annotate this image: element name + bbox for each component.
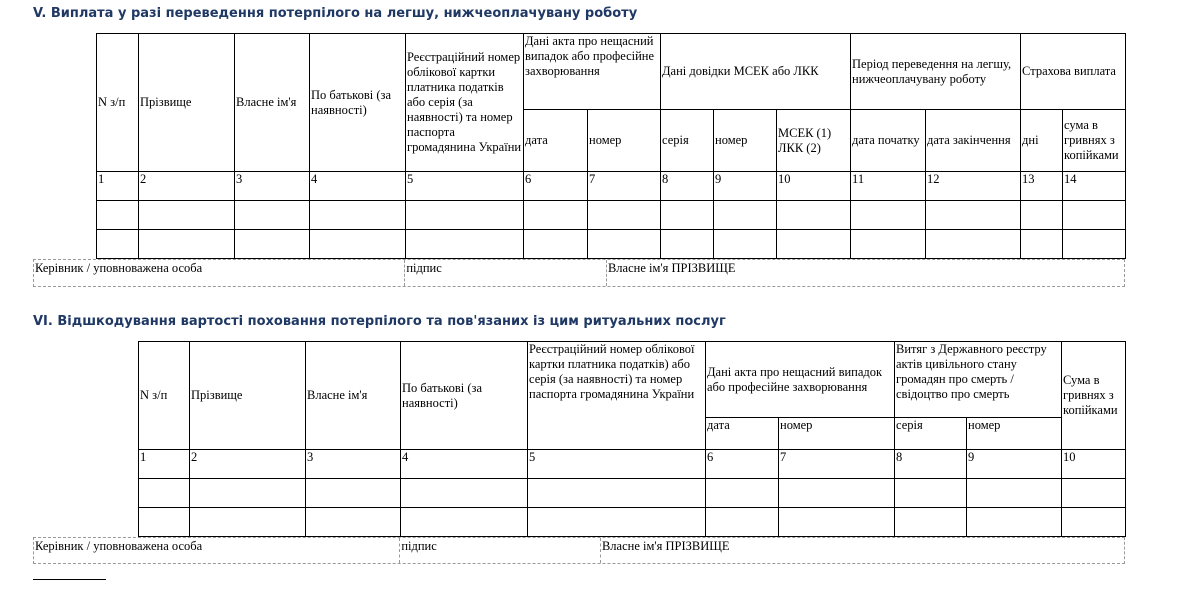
header-registry: Витяг з Державного реєстру актів цивільного стану громадян про смерть / свідоцтво про смерть — [895, 342, 1062, 418]
table-cell[interactable] — [306, 508, 401, 537]
table-row — [97, 230, 1126, 259]
header-surname: Прізвище — [139, 34, 235, 172]
column-number: 9 — [967, 450, 1062, 479]
header-reg-number: Реєстраційний номер облікової картки платника податків) або серія (за наявності) та номер паспорта громадянина України — [528, 342, 706, 450]
table-cell[interactable] — [528, 508, 706, 537]
table-cell[interactable] — [310, 201, 406, 230]
column-number: 11 — [851, 172, 926, 201]
header-num: N з/п — [97, 34, 139, 172]
header-reg-number: Реєстраційний номер облікової картки платника податків або серія (за наявності) та номер паспорта громадянина України — [406, 34, 524, 172]
table-cell[interactable] — [139, 508, 190, 537]
table-cell[interactable] — [967, 508, 1062, 537]
table-row — [139, 508, 1126, 537]
table-cell[interactable] — [926, 230, 1021, 259]
table-cell[interactable] — [1021, 230, 1063, 259]
column-number-row — [139, 450, 1126, 479]
column-number: 4 — [401, 450, 528, 479]
header-amount: сума в гривнях з копійками — [1063, 110, 1126, 172]
signature-label[interactable]: підпис — [405, 260, 607, 286]
header-msek: Дані довідки МСЕК або ЛКК — [661, 34, 851, 110]
table-cell[interactable] — [661, 201, 714, 230]
header-amount: Сума в гривнях з копійками — [1062, 342, 1126, 450]
column-number: 13 — [1021, 172, 1063, 201]
section-5-table — [96, 33, 1126, 259]
table-row — [139, 479, 1126, 508]
column-number: 2 — [139, 172, 235, 201]
header-msek-number: номер — [714, 110, 777, 172]
column-number: 9 — [714, 172, 777, 201]
table-cell[interactable] — [139, 201, 235, 230]
table-cell[interactable] — [1062, 508, 1126, 537]
table-cell[interactable] — [588, 201, 661, 230]
signature-label[interactable]: підпис — [400, 538, 601, 563]
table-cell[interactable] — [190, 479, 306, 508]
column-number: 6 — [706, 450, 779, 479]
table-cell[interactable] — [528, 479, 706, 508]
table-cell[interactable] — [97, 201, 139, 230]
table-cell[interactable] — [235, 230, 310, 259]
column-number: 5 — [406, 172, 524, 201]
name-label: Власне ім'я ПРІЗВИЩЕ — [601, 539, 730, 553]
table-cell[interactable] — [524, 230, 588, 259]
table-cell[interactable] — [926, 201, 1021, 230]
table-cell[interactable] — [139, 479, 190, 508]
table-cell[interactable] — [97, 230, 139, 259]
name-label: Власне ім'я ПРІЗВИЩЕ — [607, 261, 736, 275]
header-patronymic: По батькові (за наявності) — [401, 342, 528, 450]
column-number: 10 — [1062, 450, 1126, 479]
header-registry-series: серія — [895, 418, 967, 450]
column-number: 1 — [97, 172, 139, 201]
table-cell[interactable] — [706, 479, 779, 508]
section-5-signature-row — [33, 259, 1125, 287]
table-cell[interactable] — [777, 230, 851, 259]
column-number: 8 — [661, 172, 714, 201]
table-cell[interactable] — [406, 201, 524, 230]
section-6-table — [138, 341, 1126, 537]
section-6-signature-row — [33, 537, 1125, 564]
table-cell[interactable] — [779, 508, 895, 537]
table-cell[interactable] — [1063, 230, 1126, 259]
column-number: 3 — [306, 450, 401, 479]
column-number: 14 — [1063, 172, 1126, 201]
header-name: Власне ім'я — [235, 34, 310, 172]
table-cell[interactable] — [851, 230, 926, 259]
table-cell[interactable] — [235, 201, 310, 230]
column-number: 10 — [777, 172, 851, 201]
header-insurance: Страхова виплата — [1021, 34, 1126, 110]
header-act-number: номер — [779, 418, 895, 450]
head-label: Керівник / уповноважена особа — [34, 260, 405, 286]
column-number: 7 — [588, 172, 661, 201]
header-act: Дані акта про нещасний випадок або професійне захворювання — [706, 342, 895, 418]
table-cell[interactable] — [895, 479, 967, 508]
table-cell[interactable] — [310, 230, 406, 259]
table-cell[interactable] — [714, 201, 777, 230]
section-5-title: V. Виплата у разі переведення потерпілого на легшу, нижчеоплачувану роботу — [33, 6, 638, 21]
table-cell[interactable] — [1062, 479, 1126, 508]
header-patronymic: По батькові (за наявності) — [310, 34, 406, 172]
table-cell[interactable] — [139, 230, 235, 259]
table-cell[interactable] — [406, 230, 524, 259]
table-cell[interactable] — [306, 479, 401, 508]
table-cell[interactable] — [779, 479, 895, 508]
header-period: Період переведення на легшу, нижчеоплачувану роботу — [851, 34, 1021, 110]
header-act-date: дата — [706, 418, 779, 450]
header-name: Власне ім'я — [306, 342, 401, 450]
header-act: Дані акта про нещасний випадок або професійне захворювання — [524, 34, 661, 110]
column-number: 8 — [895, 450, 967, 479]
table-cell[interactable] — [588, 230, 661, 259]
column-number: 3 — [235, 172, 310, 201]
column-number: 12 — [926, 172, 1021, 201]
table-cell[interactable] — [401, 508, 528, 537]
header-act-number: номер — [588, 110, 661, 172]
header-period-start: дата початку — [851, 110, 926, 172]
header-act-date: дата — [524, 110, 588, 172]
column-number: 1 — [139, 450, 190, 479]
table-cell[interactable] — [401, 479, 528, 508]
header-msek-type: МСЕК (1) ЛКК (2) — [777, 110, 851, 172]
table-cell[interactable] — [1021, 201, 1063, 230]
table-cell[interactable] — [967, 479, 1062, 508]
column-number: 4 — [310, 172, 406, 201]
table-cell[interactable] — [1063, 201, 1126, 230]
table-cell[interactable] — [714, 230, 777, 259]
header-num: N з/п — [139, 342, 190, 450]
column-number: 7 — [779, 450, 895, 479]
table-cell[interactable] — [777, 201, 851, 230]
table-cell[interactable] — [895, 508, 967, 537]
column-number: 6 — [524, 172, 588, 201]
table-cell[interactable] — [524, 201, 588, 230]
header-surname: Прізвище — [190, 342, 306, 450]
header-msek-series: серія — [661, 110, 714, 172]
footnote-divider — [33, 579, 106, 580]
head-label: Керівник / уповноважена особа — [34, 538, 400, 563]
table-row — [97, 201, 1126, 230]
table-cell[interactable] — [851, 201, 926, 230]
column-number-row — [97, 172, 1126, 201]
table-cell[interactable] — [706, 508, 779, 537]
section-6-title: VI. Відшкодування вартості поховання потерпілого та пов'язаних із цим ритуальних послуг — [33, 314, 726, 329]
header-days: дні — [1021, 110, 1063, 172]
table-cell[interactable] — [661, 230, 714, 259]
header-registry-number: номер — [967, 418, 1062, 450]
table-cell[interactable] — [190, 508, 306, 537]
header-period-end: дата закінчення — [926, 110, 1021, 172]
column-number: 5 — [528, 450, 706, 479]
column-number: 2 — [190, 450, 306, 479]
